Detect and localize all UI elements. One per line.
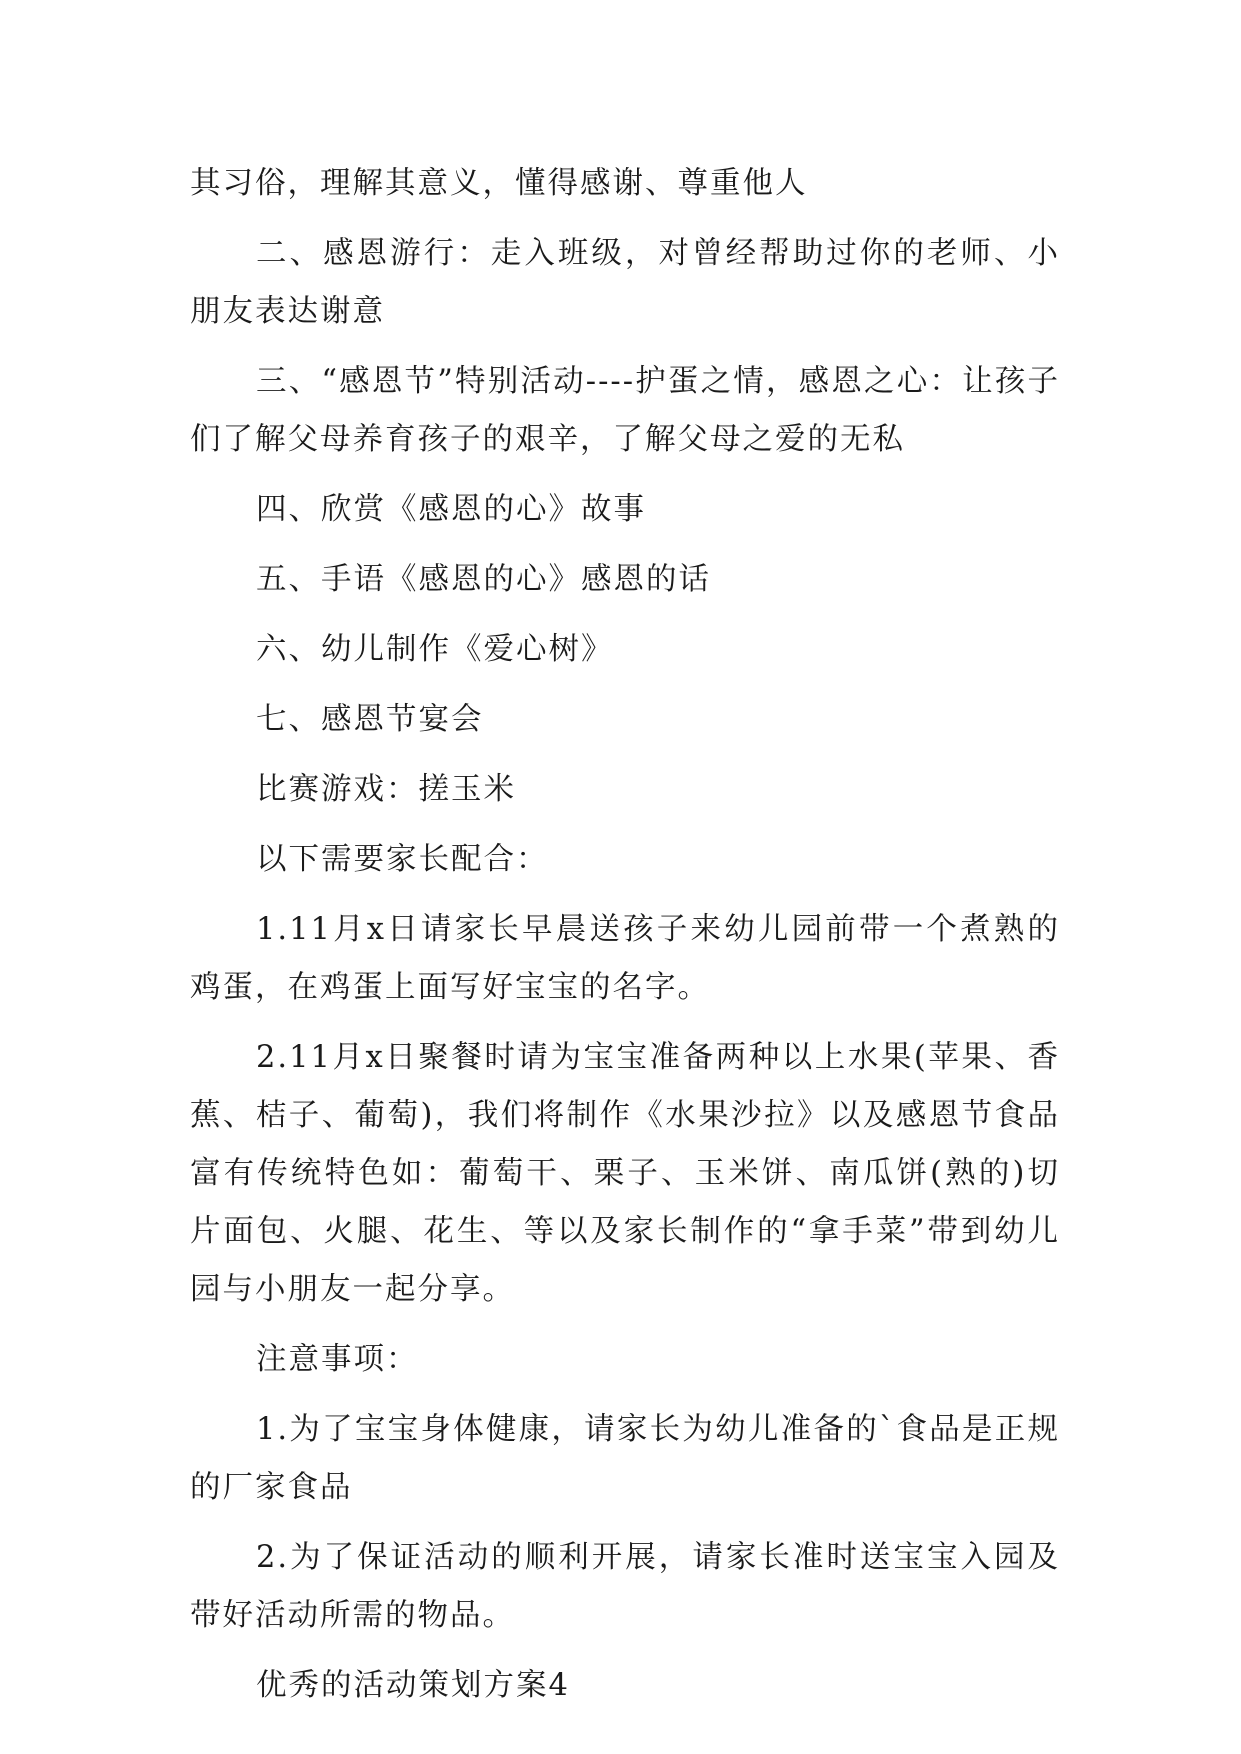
- paragraph-continuation: 其习俗，理解其意义，懂得感谢、尊重他人: [190, 166, 808, 201]
- paragraph-item-6: 六、幼儿制作《爱心树》: [256, 632, 614, 667]
- paragraph-item-2: 二、感恩游行：走入班级，对曾经帮助过你的老师、小朋友表达谢意: [190, 236, 1060, 329]
- paragraph-note-1: 1.为了宝宝身体健康，请家长为幼儿准备的`食品是正规的厂家食品: [190, 1412, 1060, 1505]
- paragraph-item-4: 四、欣赏《感恩的心》故事: [256, 492, 646, 527]
- paragraph-note-2: 2.为了保证活动的顺利开展，请家长准时送宝宝入园及带好活动所需的物品。: [190, 1540, 1060, 1633]
- paragraph-parents-intro: 以下需要家长配合：: [256, 842, 549, 877]
- section-heading: 优秀的活动策划方案4: [256, 1668, 570, 1703]
- paragraph-item-7: 七、感恩节宴会: [256, 702, 484, 737]
- document-body: [190, 155, 1060, 1727]
- paragraph-game: 比赛游戏：搓玉米: [256, 772, 516, 807]
- paragraph-item-3: 三、“感恩节”特别活动----护蛋之情，感恩之心：让孩子们了解父母养育孩子的艰辛，了解父母之爱的无私: [190, 364, 1060, 457]
- paragraph-parents-1: 1.11月x日请家长早晨送孩子来幼儿园前带一个煮熟的鸡蛋，在鸡蛋上面写好宝宝的名字。: [190, 912, 1060, 1005]
- paragraph-item-5: 五、手语《感恩的心》感恩的话: [256, 562, 711, 597]
- paragraph-notes-heading: 注意事项：: [256, 1342, 419, 1377]
- paragraph-parents-2: 2.11月x日聚餐时请为宝宝准备两种以上水果(苹果、香蕉、桔子、葡萄)，我们将制作《水果沙拉》以及感恩节食品富有传统特色如：葡萄干、栗子、玉米饼、南瓜饼(熟的)切片面包、火腿、花生、等以及家长制作的“拿手菜”带到幼儿园与小朋友一起分享。: [190, 1040, 1060, 1307]
